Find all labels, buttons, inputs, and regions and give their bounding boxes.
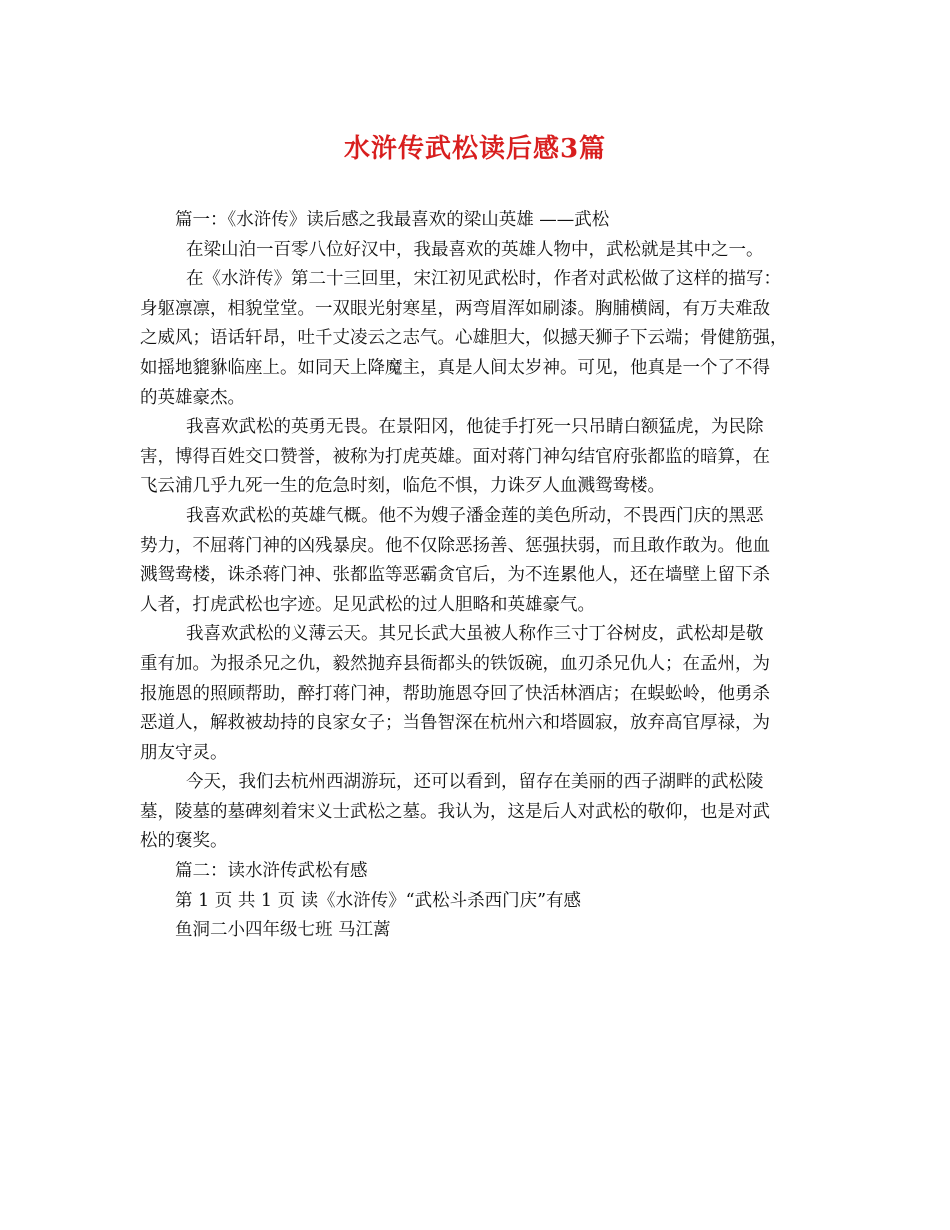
- paragraph-line: 报施恩的照顾帮助，醉打蒋门神，帮助施恩夺回了快活林酒店；在蜈蚣岭，他勇杀: [140, 683, 770, 704]
- paragraph-line: 的英雄豪杰。: [140, 387, 245, 408]
- paragraph-line: 松的褒奖。: [140, 831, 228, 852]
- page-footer-line: 第 1 页 共 1 页 读《水浒传》“武松斗杀西门庆”有感: [175, 890, 582, 911]
- author-line: 鱼洞二小四年级七班 马江蓠: [175, 920, 391, 941]
- paragraph-line: 人者，打虎武松也字迹。足见武松的过人胆略和英雄豪气。: [140, 594, 595, 615]
- section-heading-2: 篇二：读水浒传武松有感: [175, 861, 368, 882]
- paragraph-line: 飞云浦几乎九死一生的危急时刻，临危不惧，力诛歹人血溅鸳鸯楼。: [140, 476, 665, 497]
- paragraph-line: 害，博得百姓交口赞誉，被称为打虎英雄。面对蒋门神勾结官府张都监的暗算，在: [140, 446, 770, 467]
- paragraph-line: 如摇地貔貅临座上。如同天上降魔主，真是人间太岁神。可见，他真是一个了不得: [140, 357, 770, 378]
- paragraph-line: 身躯凛凛，相貌堂堂。一双眼光射寒星，两弯眉浑如刷漆。胸脯横阔，有万夫难敌: [140, 298, 770, 319]
- paragraph-line: 我喜欢武松的英勇无畏。在景阳冈，他徒手打死一只吊睛白额猛虎，为民除: [186, 417, 764, 438]
- paragraph-line: 在梁山泊一百零八位好汉中，我最喜欢的英雄人物中，武松就是其中之一。: [186, 239, 764, 260]
- document-title: 水浒传武松读后感3篇: [343, 134, 607, 164]
- paragraph-line: 我喜欢武松的英雄气概。他不为嫂子潘金莲的美色所动，不畏西门庆的黑恶: [186, 505, 764, 526]
- paragraph-line: 恶道人，解救被劫持的良家女子；当鲁智深在杭州六和塔圆寂，放弃高官厚禄，为: [140, 713, 770, 734]
- paragraph-line: 今天，我们去杭州西湖游玩，还可以看到，留存在美丽的西子湖畔的武松陵: [186, 772, 764, 793]
- section-heading-1: 篇一：《水浒传》读后感之我最喜欢的梁山英雄 ——武松: [175, 210, 610, 230]
- paragraph-line: 重有加。为报杀兄之仇，毅然抛弃县衙都头的铁饭碗，血刃杀兄仇人；在孟州，为: [140, 653, 770, 674]
- paragraph-line: 我喜欢武松的义薄云天。其兄长武大虽被人称作三寸丁谷树皮，武松却是敬: [186, 624, 764, 645]
- paragraph-line: 朋友守灵。: [140, 742, 228, 763]
- paragraph-line: 势力，不屈蒋门神的凶残暴戾。他不仅除恶扬善、惩强扶弱，而且敢作敢为。他血: [140, 535, 770, 556]
- paragraph-line: 之威风；语话轩昂，吐千丈凌云之志气。心雄胆大，似撼天狮子下云端；骨健筋强，: [140, 328, 788, 349]
- paragraph-line: 在《水浒传》第二十三回里，宋江初见武松时，作者对武松做了这样的描写：: [186, 269, 781, 290]
- paragraph-line: 溅鸳鸯楼，诛杀蒋门神、张都监等恶霸贪官后，为不连累他人，还在墙壁上留下杀: [140, 565, 770, 586]
- paragraph-line: 墓，陵墓的墓碑刻着宋义士武松之墓。我认为，这是后人对武松的敬仰，也是对武: [140, 801, 770, 822]
- document-body: [140, 206, 816, 946]
